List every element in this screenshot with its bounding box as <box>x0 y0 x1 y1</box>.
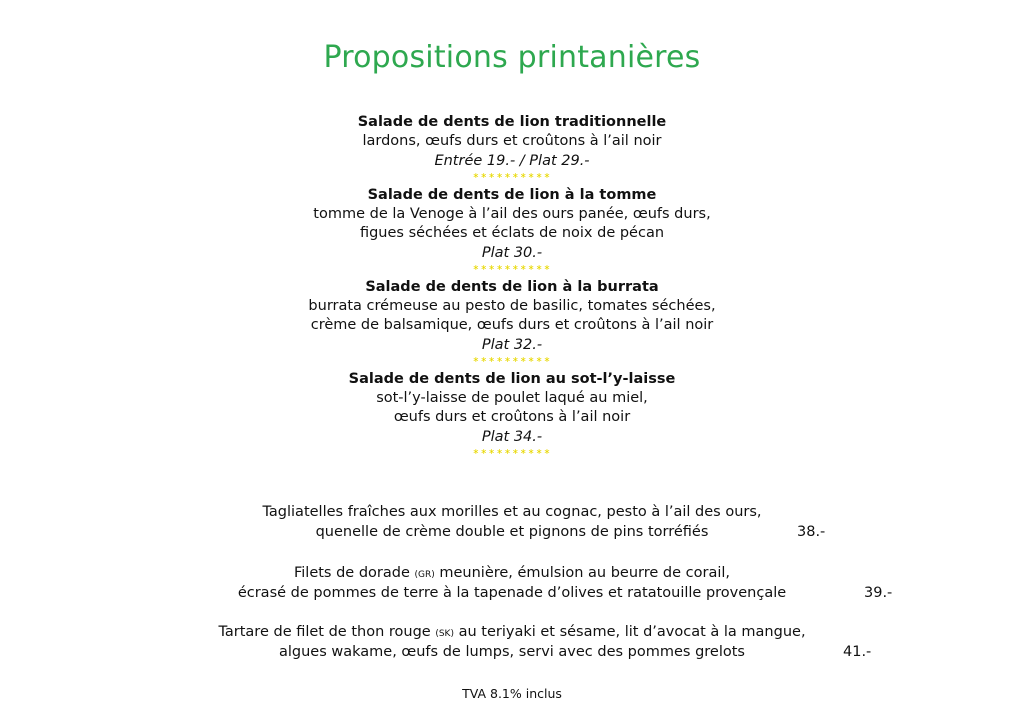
salad-item <box>0 185 1024 277</box>
salad-name: Salade de dents de lion au sot-l’y-laisse <box>348 370 676 387</box>
dish-description: Tagliatelles fraîches aux morilles et au cognac, pesto à l’ail des ours, <box>262 504 762 520</box>
dish-text: meunière, émulsion au beurre de corail, <box>434 565 731 581</box>
salad-description: œufs durs et croûtons à l’ail noir <box>393 409 631 425</box>
salad-list <box>0 112 1024 461</box>
dish-price: 38.- <box>797 524 826 540</box>
salad-description: figues séchées et éclats de noix de pécan <box>359 225 665 241</box>
salad-description: tomme de la Venoge à l’ail des ours panée, œufs durs, <box>313 205 711 222</box>
origin-tag: (GR) <box>414 570 435 580</box>
salad-name: Salade de dents de lion traditionnelle <box>357 114 667 130</box>
dish-price: 39.- <box>864 585 893 601</box>
salad-item <box>0 277 1024 369</box>
separator-stars: ∗∗∗∗∗∗∗∗∗∗ <box>472 262 552 272</box>
salad-description: sot-l’y-laisse de poulet laqué au miel, <box>376 389 648 406</box>
separator-stars: ∗∗∗∗∗∗∗∗∗∗ <box>472 170 552 180</box>
separator-stars: ∗∗∗∗∗∗∗∗∗∗ <box>472 446 552 456</box>
salad-price: Plat 34.- <box>481 428 543 445</box>
salad-price: Plat 32.- <box>481 336 543 353</box>
dish-description: quenelle de crème double et pignons de pins torréfiés <box>315 524 709 540</box>
salad-price: Entrée 19.- / Plat 29.- <box>434 152 590 169</box>
salad-description: crème de balsamique, œufs durs et croûtons à l’ail noir <box>310 317 714 333</box>
salad-description: burrata crémeuse au pesto de basilic, tomates séchées, <box>308 297 716 314</box>
separator-stars: ∗∗∗∗∗∗∗∗∗∗ <box>472 354 552 364</box>
dish-description: algues wakame, œufs de lumps, servi avec des pommes grelots <box>278 644 745 660</box>
dish-description: écrasé de pommes de terre à la tapenade d’olives et ratatouille provençale <box>237 585 787 601</box>
salad-item <box>0 112 1024 185</box>
page-title: Propositions printanières <box>323 40 701 75</box>
salad-item <box>0 369 1024 461</box>
dish-text: Tartare de filet de thon rouge <box>218 624 436 640</box>
salad-description: lardons, œufs durs et croûtons à l’ail noir <box>362 133 662 149</box>
dish-price: 41.- <box>843 644 872 660</box>
dish-text: Filets de dorade <box>293 565 415 581</box>
origin-tag: (SK) <box>435 629 454 639</box>
salad-price: Plat 30.- <box>481 244 543 261</box>
dish-text: au teriyaki et sésame, lit d’avocat à la mangue, <box>453 624 806 640</box>
dish-description <box>0 563 1024 585</box>
vat-note: TVA 8.1% inclus <box>462 686 562 701</box>
dish-description <box>0 622 1024 644</box>
salad-name: Salade de dents de lion à la tomme <box>367 186 657 203</box>
salad-name: Salade de dents de lion à la burrata <box>365 278 659 295</box>
